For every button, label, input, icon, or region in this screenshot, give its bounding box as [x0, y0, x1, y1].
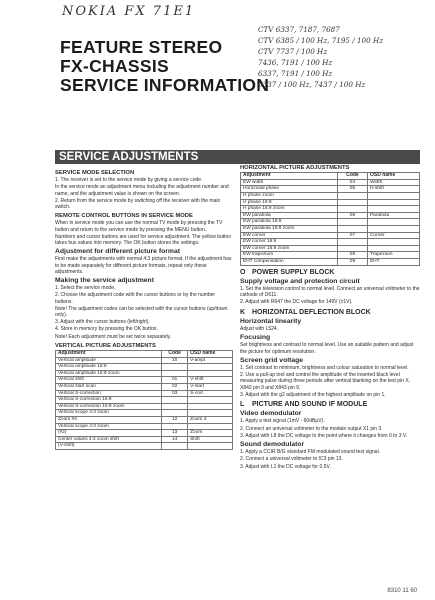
adjustment-cell: EW parabola — [241, 212, 338, 219]
table-row — [241, 219, 420, 226]
section-title: HORIZONTAL DEFLECTION BLOCK — [252, 308, 371, 316]
column-header: Code — [337, 173, 367, 180]
adjustment-cell: EW width — [241, 179, 338, 186]
osd-name-cell: Width — [367, 179, 419, 186]
left-column — [55, 167, 233, 450]
table-row — [56, 357, 233, 364]
osd-name-cell: V-ampl. — [188, 357, 233, 364]
osd-name-cell — [188, 443, 233, 450]
handwritten-note: CTV 6337, 7187, 7687 — [258, 25, 340, 34]
table-row — [241, 206, 420, 213]
handwritten-model-title: NOKIA FX 71E1 — [62, 4, 196, 19]
adjustment-cell: (V-shift) — [56, 443, 162, 450]
paragraph: 2. Use a pull-up tool and control the amplitude of the inserted black level measuring pulse during three periods after vertical blanking on the test pin X, X842 pin 9 and X843 pin 9. — [240, 372, 411, 391]
table-row — [241, 192, 420, 199]
handwritten-note: CTV 7737 / 100 Hz — [258, 47, 328, 56]
handwritten-note: 6337, 7191 / 100 Hz — [258, 69, 333, 78]
osd-name-cell: S-corr. — [188, 390, 233, 397]
table-row — [56, 397, 233, 404]
document-title — [60, 38, 269, 95]
table-row — [241, 232, 420, 239]
adjustment-cell: H phase 16:9 zoom — [241, 206, 338, 213]
osd-name-cell: Shift — [188, 436, 233, 443]
table-header-row — [56, 351, 233, 358]
osd-name-cell — [188, 370, 233, 377]
table-row — [56, 364, 233, 371]
osd-name-cell: V-start — [188, 384, 233, 391]
adjustment-cell: EW parabola 16:9 — [241, 219, 338, 226]
subheading: Focusing — [240, 334, 271, 342]
handwritten-model-notes — [258, 24, 383, 90]
paragraph: 3. Adjust with the g2 adjustment of the highest amplitude on pin 1. — [240, 391, 386, 398]
horizontal-adjustments-table — [240, 172, 420, 265]
table-row — [56, 384, 233, 391]
code-cell: 03 — [162, 390, 188, 397]
subheading: Horizontal linearity — [240, 317, 302, 325]
paragraph: 1. Set the television control to normal level. Connect an universal voltmeter to the cathode of D611. — [240, 285, 420, 299]
picture-sound-if-heading — [240, 402, 420, 408]
adjustment-cell: Horizontal phase — [241, 186, 338, 193]
adjustment-cell: EW trapezium — [241, 252, 338, 259]
paragraph: In the service mode an adjustment menu including the adjustment number and name, and the adjustment value is shown on the screen. — [55, 184, 229, 197]
table-row — [241, 212, 420, 219]
table-row — [241, 239, 420, 246]
osd-name-cell — [188, 403, 233, 410]
section-title: POWER SUPPLY BLOCK — [252, 268, 335, 276]
code-cell — [162, 364, 188, 371]
paragraph: 2. Adjust with R647 the DC voltage for 149V (±1V). — [240, 299, 353, 306]
adjustment-cell: Vertical start scan — [56, 384, 162, 391]
code-cell — [162, 410, 188, 417]
table-row — [241, 252, 420, 259]
table-row — [56, 430, 233, 437]
code-cell — [162, 423, 188, 430]
code-cell — [337, 192, 367, 199]
code-cell — [162, 397, 188, 404]
section-title: PICTURE AND SOUND IF MODULE — [252, 400, 368, 408]
paragraph: Set brightness and contrast to normal level. Use an suitable pattern and adjust the picture for optimum resolution. — [240, 342, 414, 355]
osd-name-cell — [188, 397, 233, 404]
paragraph: Note! The adjustment codes can be selected with the cursor buttons (up/down only). — [55, 305, 228, 319]
table-row — [241, 225, 420, 232]
adjustment-cell: H phase zoom — [241, 192, 338, 199]
adjustment-cell: Vertical amplitude 16:9 — [56, 364, 162, 371]
code-cell — [337, 239, 367, 246]
osd-name-cell — [367, 245, 419, 252]
table-row — [56, 370, 233, 377]
paragraph: 3. Adjust with L8 the DC voltage to the point where it changes from 0 to 3 V. — [240, 432, 408, 439]
code-cell: 01 — [162, 377, 188, 384]
osd-name-cell: EHT — [367, 258, 419, 265]
remote-control-heading: REMOTE CONTROL BUTTONS IN SERVICE MODE — [55, 213, 193, 220]
code-cell — [337, 225, 367, 232]
page-number: 8310 11 60 — [387, 588, 417, 594]
code-cell: 07 — [337, 232, 367, 239]
paragraph: Adjust with L524. — [240, 325, 279, 332]
paragraph: 3. Adjust with L1 the DC voltage for 0.5V. — [240, 463, 331, 470]
table-row — [56, 417, 233, 424]
adjustment-cell: Vertical S-correction 16:9 — [56, 397, 162, 404]
code-cell: 10 — [162, 357, 188, 364]
code-cell — [162, 443, 188, 450]
section-letter: L — [240, 400, 245, 408]
adjustment-cell: H phase 16:9 — [241, 199, 338, 206]
osd-name-cell: Zoom — [188, 430, 233, 437]
osd-name-cell: H-shift — [367, 186, 419, 193]
column-header: OSD name — [188, 351, 233, 358]
subheading: Screen grid voltage — [240, 356, 304, 364]
table-row — [241, 245, 420, 252]
paragraph: 2. Connect a universal voltmeter to IC3 pin 13. — [240, 456, 343, 463]
osd-name-cell: Corner — [367, 232, 419, 239]
osd-name-cell — [367, 206, 419, 213]
adjustment-cell: Vertical S-correction 16:9 zoom — [56, 403, 162, 410]
paragraph: 2. Connect an universal voltmeter to the module output X1 pin 3. — [240, 425, 383, 432]
adjustment-cell: Zoom #4 — [56, 417, 162, 424]
paragraph: First make the adjustments with normal 4:3 picture format. If the adjustment has to be made separately for different picture formats, repeat only these adjustments. — [55, 256, 232, 275]
code-cell: 08 — [337, 252, 367, 259]
code-cell — [162, 370, 188, 377]
osd-name-cell — [367, 192, 419, 199]
table-row — [56, 443, 233, 450]
osd-name-cell: Parabola — [367, 212, 419, 219]
title-line: SERVICE INFORMATION — [60, 75, 270, 95]
paragraph: 1. Apply a CCIR B/G standard FM modulated sound test signal. — [240, 449, 381, 456]
subheading: Supply voltage and protection circuit — [240, 277, 360, 285]
osd-name-cell — [367, 199, 419, 206]
picture-format-heading: Adjustment for different picture format — [55, 248, 180, 256]
paragraph: Note! Each adjustment must be set twice separately. — [55, 333, 172, 340]
osd-name-cell: Trapezium — [367, 252, 419, 259]
horizontal-deflection-heading — [240, 310, 420, 316]
column-header: OSD name — [367, 173, 419, 180]
osd-name-cell — [367, 219, 419, 226]
subheading: Video demodulator — [240, 410, 302, 418]
handwritten-note: 7436, 7191 / 100 Hz — [258, 58, 333, 67]
making-adjustment-heading: Making the service adjustment — [55, 277, 154, 285]
code-cell: 12 — [162, 417, 188, 424]
table-row — [56, 403, 233, 410]
table-row — [56, 410, 233, 417]
paragraph: Numbers and cursor buttons are used for service adjustment. The yellow button takes bus values into memory. The OK button stores the settings. — [55, 233, 232, 247]
vertical-adjustments-heading: VERTICAL PICTURE ADJUSTMENTS — [55, 342, 156, 349]
osd-name-cell: Zoom 4 — [188, 417, 233, 424]
osd-name-cell — [188, 410, 233, 417]
table-header-row — [241, 173, 420, 180]
handwritten-note: CTV 6385 / 100 Hz, 7195 / 100 Hz — [258, 36, 384, 45]
osd-name-cell — [367, 239, 419, 246]
code-cell: 04 — [337, 179, 367, 186]
power-supply-heading — [240, 270, 420, 276]
adjustment-cell: Vertical amplitude — [56, 357, 162, 364]
code-cell: 06 — [337, 212, 367, 219]
osd-name-cell: V-shift — [188, 377, 233, 384]
table-row — [241, 258, 420, 265]
code-cell — [337, 219, 367, 226]
column-header: Code — [162, 351, 188, 358]
code-cell: 13 — [162, 430, 188, 437]
code-cell — [337, 245, 367, 252]
section-letter: O — [240, 268, 246, 276]
service-mode-heading: SERVICE MODE SELECTION — [55, 170, 135, 176]
adjustment-cell: Vertical scope 4:3 zoom — [56, 423, 162, 430]
table-row — [241, 199, 420, 206]
table-row — [56, 436, 233, 443]
paragraph: 2. Choose the adjustment code with the cursor buttons or by the number buttons. — [55, 292, 216, 305]
subheading: Sound demodulator — [240, 440, 305, 448]
column-header: Adjustment — [241, 173, 338, 180]
code-cell: 09 — [337, 258, 367, 265]
code-cell: 14 — [162, 436, 188, 443]
code-cell — [337, 199, 367, 206]
column-header: Adjustment — [56, 351, 162, 358]
osd-name-cell — [188, 364, 233, 371]
table-row — [56, 377, 233, 384]
code-cell — [162, 403, 188, 410]
paragraph: 1. The receiver is set to the service mode by giving a service code. — [55, 177, 203, 184]
handwritten-note: 6337 / 100 Hz, 7437 / 100 Hz — [258, 80, 366, 89]
osd-name-cell — [188, 423, 233, 430]
table-row — [241, 179, 420, 186]
paragraph: 1. Set contrast to minimum, brightness and colour saturation to normal level. — [240, 364, 409, 371]
section-header-bar: SERVICE ADJUSTMENTS — [55, 150, 420, 164]
paragraph: 1. Apply a test signal (1mV - 60dBµV). — [240, 418, 325, 425]
adjustment-cell: EW corner 16:9 zoom — [241, 245, 338, 252]
code-cell: 02 — [162, 384, 188, 391]
vertical-adjustments-table — [55, 350, 233, 450]
section-letter: K — [240, 308, 246, 316]
paragraph: 3. Adjust with the cursor buttons (left/right). — [55, 319, 150, 326]
table-row — [56, 390, 233, 397]
title-line: FEATURE STEREO — [60, 37, 223, 57]
paragraph: 2. Return from the service mode by switching off the receiver with the main switch. — [55, 197, 221, 211]
code-cell: 05 — [337, 186, 367, 193]
title-line: FX-CHASSIS — [60, 56, 169, 76]
right-column — [240, 162, 420, 471]
paragraph: 4. Store in memory by pressing the OK button. — [55, 326, 158, 333]
adjustment-cell: Vertical amplitude 16:9 zoom — [56, 370, 162, 377]
table-row — [56, 423, 233, 430]
paragraph: When in service mode you can use the normal TV mode by pressing the TV button and return to the service mode by pressing the MENU button. — [55, 220, 223, 233]
adjustment-cell: Vertical scope 4:3 zoom — [56, 410, 162, 417]
table-row — [241, 186, 420, 193]
adjustment-cell: (#2) — [56, 430, 162, 437]
adjustment-cell: EHT compensation — [241, 258, 338, 265]
horizontal-adjustments-heading: HORIZONTAL PICTURE ADJUSTMENTS — [240, 165, 350, 171]
adjustment-cell: Vertical shift — [56, 377, 162, 384]
adjustment-cell: EW corner 16:9 — [241, 239, 338, 246]
osd-name-cell — [367, 225, 419, 232]
paragraph: 1. Select the service mode. — [55, 285, 116, 292]
adjustment-cell: EW parabola 16:9 zoom — [241, 225, 338, 232]
adjustment-cell: Vertical S-correction — [56, 390, 162, 397]
adjustment-cell: Center values 4:3 zoom shift — [56, 436, 162, 443]
code-cell — [337, 206, 367, 213]
adjustment-cell: EW corner — [241, 232, 338, 239]
